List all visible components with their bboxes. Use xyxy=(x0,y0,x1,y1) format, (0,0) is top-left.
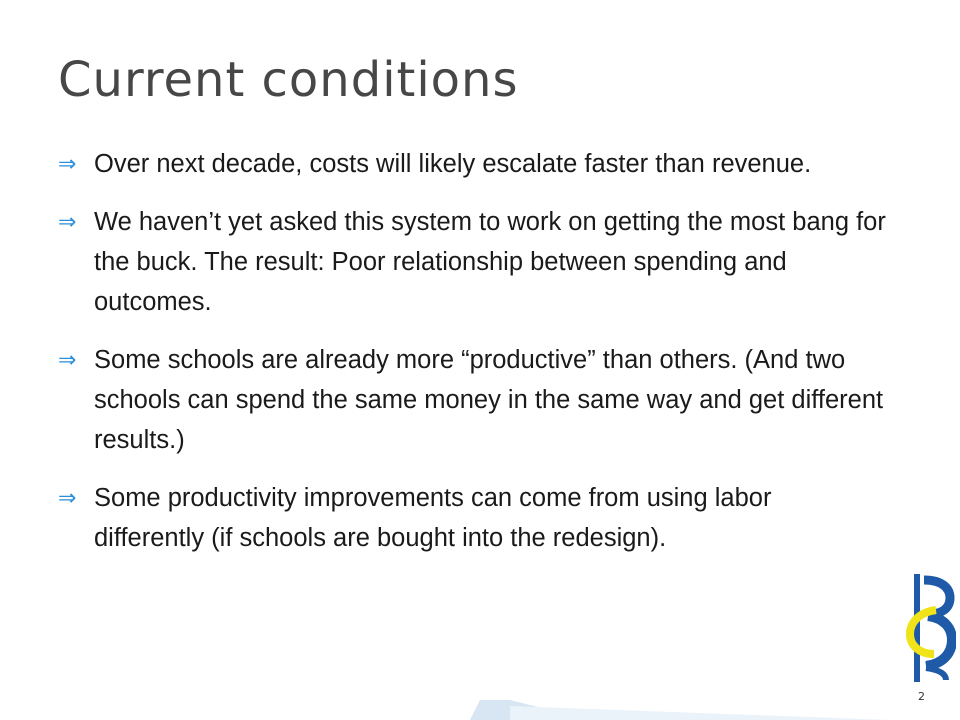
bullet-list xyxy=(58,144,888,576)
organization-logo-icon xyxy=(906,574,956,682)
bullet-item xyxy=(58,478,888,558)
double-arrow-right-icon: ⇒ xyxy=(58,347,77,372)
bullet-text: We haven’t yet asked this system to work on getting the most bang for the buck. The result: Poor relationship between spending and outcomes. xyxy=(94,208,886,316)
double-arrow-right-icon: ⇒ xyxy=(58,151,77,176)
page-number: 2 xyxy=(918,690,925,703)
bullet-text: Some schools are already more “productive” than others. (And two schools can spend the same money in the same way and get different results.) xyxy=(94,346,884,454)
double-arrow-right-icon: ⇒ xyxy=(58,209,77,234)
bullet-item xyxy=(58,202,888,322)
slide-title: Current conditions xyxy=(58,52,519,108)
bullet-item xyxy=(58,340,888,460)
double-arrow-right-icon: ⇒ xyxy=(58,485,77,510)
bullet-text: Over next decade, costs will likely escalate faster than revenue. xyxy=(94,150,812,178)
bullet-text: Some productivity improvements can come from using labor differently (if schools are bought into the redesign). xyxy=(94,484,772,552)
bullet-item xyxy=(58,144,888,184)
footer-decoration xyxy=(470,700,890,720)
